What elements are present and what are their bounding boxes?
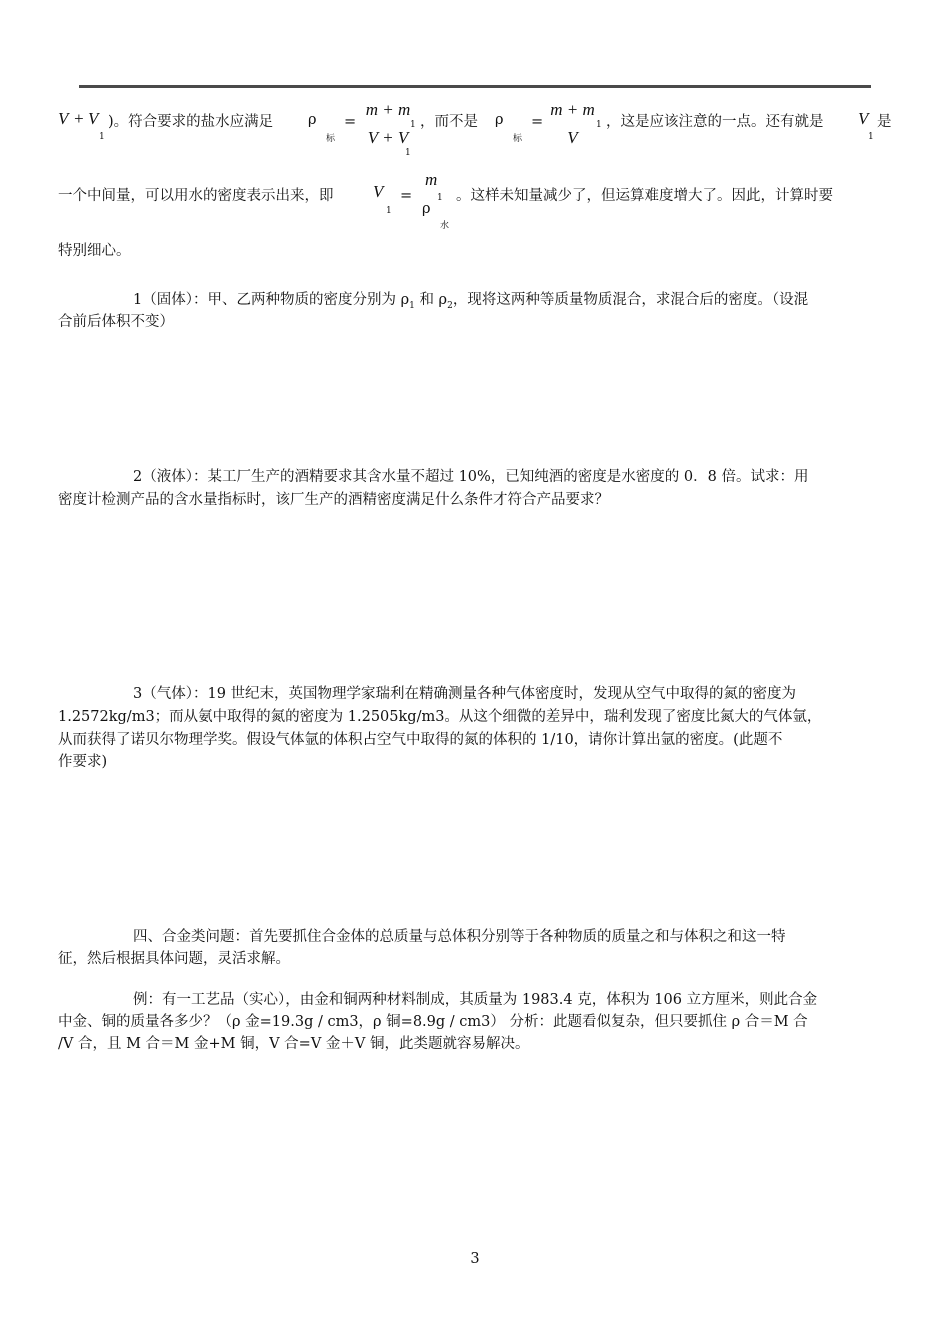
- subscript-biao: 标: [326, 134, 336, 144]
- fraction-numerator: m + m: [365, 100, 411, 119]
- rho-symbol: ρ: [495, 112, 504, 128]
- text-segment: ，而不是: [420, 114, 478, 130]
- question-3-line-4: 作要求): [58, 754, 108, 770]
- text-segment: 和 ρ: [419, 292, 448, 308]
- fraction-numerator: m + m: [550, 100, 595, 119]
- text-segment: 1（固体）：甲、乙两种物质的密度分别为 ρ: [133, 292, 410, 308]
- example-line-2: 中金、铜的质量各多少？（ρ 金=19.3g / cm3，ρ 铜=8.9g / cm3） 分析：此题看似复杂，但只要抓住 ρ 合＝M 合: [58, 1014, 808, 1030]
- text-segment: ，现将这两种等质量物质混合，求混合后的密度。（设混: [452, 292, 809, 308]
- subscript-1: 1: [386, 206, 392, 216]
- paragraph-line: 特别细心。: [58, 243, 131, 259]
- subscript-1: 1: [437, 193, 443, 203]
- text-segment: 。这样未知量减少了，但运算难度增大了。因此，计算时要: [456, 188, 833, 204]
- question-3-line-3: 从而获得了诺贝尔物理学奖。假设气体氩的体积占空气中取得的氮的体积的 1/10，请你计算出氩的密度。(此题不: [58, 732, 783, 748]
- question-1-line-2: 合前后体积不变）: [58, 314, 174, 330]
- text-segment: 是: [877, 114, 892, 130]
- section-4-line-2: 征，然后根据具体问题，灵活求解。: [58, 951, 290, 967]
- equals-sign: =: [344, 114, 357, 130]
- question-3-line-1: 3（气体）：19 世纪末，英国物理学家瑞利在精确测量各种气体密度时，发现从空气中取得的氮的密度为: [133, 686, 797, 702]
- page-number: 3: [470, 1251, 480, 1267]
- subscript-1: 1: [596, 120, 602, 130]
- section-4-line-1: 四、合金类问题：首先要抓住合金体的总质量与总体积分别等于各种物质的质量之和与体积之和这一特: [133, 929, 786, 945]
- subscript-1: 1: [405, 148, 411, 158]
- header-rule: [79, 85, 871, 88]
- fraction-denominator: ρ: [422, 201, 431, 217]
- subscript-1: 1: [99, 132, 105, 142]
- var-v: V: [58, 109, 69, 128]
- text-segment: )。符合要求的盐水应满足: [108, 114, 274, 130]
- plus-sign: +: [73, 109, 85, 128]
- example-line-1: 例：有一工艺品（实心），由金和铜两种材料制成，其质量为 1983.4 克，体积为 106 立方厘米，则此合金: [133, 992, 818, 1008]
- fraction-2: [545, 100, 600, 148]
- subscript-1: 1: [868, 132, 874, 142]
- rho-symbol: ρ: [308, 112, 317, 128]
- text-segment: ，这是应该注意的一点。还有就是: [606, 114, 824, 130]
- question-2-line-1: 2（液体）：某工厂生产的酒精要求其含水量不超过 10%，已知纯酒的密度是水密度的 0．8 倍。试求：用: [133, 469, 809, 485]
- example-line-3: /V 合，且 M 合＝M 金+M 铜，V 合=V 金＋V 铜，此类题就容易解决。: [58, 1036, 530, 1052]
- fraction-denominator: V: [567, 128, 578, 147]
- fraction-1: [358, 100, 418, 148]
- text-segment: 一个中间量，可以用水的密度表示出来，即: [58, 188, 334, 204]
- fraction-denominator: V + V: [367, 128, 409, 147]
- equals-sign: =: [531, 114, 544, 130]
- subscript-biao: 标: [513, 134, 523, 144]
- var-v1: V: [858, 109, 869, 128]
- var-v1: V: [373, 182, 384, 201]
- var-v1: V: [88, 109, 99, 128]
- subscript-2: 2: [447, 300, 453, 311]
- subscript-1: 1: [409, 300, 415, 311]
- subscript-1: 1: [410, 120, 416, 130]
- fraction-numerator: m: [425, 170, 438, 189]
- question-2-line-2: 密度计检测产品的含水量指标时，该厂生产的酒精密度满足什么条件才符合产品要求？: [58, 492, 609, 508]
- subscript-shui: 水: [440, 221, 450, 231]
- question-1-line-1: [133, 290, 808, 316]
- question-3-line-2: 1.2572kg/m3；而从氨中取得的氮的密度为 1.2505kg/m3。从这个细微的差异中，瑞利发现了密度比氮大的气体氩，: [58, 709, 822, 725]
- equals-sign: =: [400, 188, 413, 204]
